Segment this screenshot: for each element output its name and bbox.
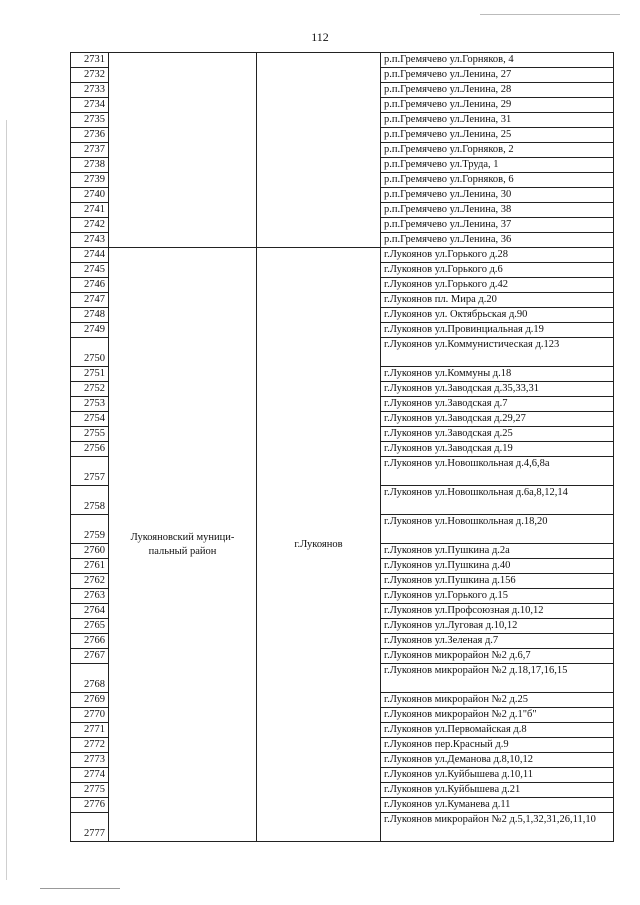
address-cell: г.Лукоянов ул.Куйбышева д.10,11	[381, 768, 614, 783]
address-cell: г.Лукоянов ул.Заводская д.7	[381, 397, 614, 412]
row-number: 2776	[71, 798, 109, 813]
address-cell: г.Лукоянов ул.Заводская д.29,27	[381, 412, 614, 427]
address-cell: г.Лукоянов ул.Новошкольная д.6а,8,12,14	[381, 486, 614, 515]
row-number: 2737	[71, 143, 109, 158]
city-cell	[257, 53, 381, 248]
row-number: 2766	[71, 634, 109, 649]
address-cell: р.п.Гремячево ул.Ленина, 31	[381, 113, 614, 128]
row-number: 2765	[71, 619, 109, 634]
row-number: 2743	[71, 233, 109, 248]
row-number: 2736	[71, 128, 109, 143]
address-cell: г.Лукоянов ул.Провинциальная д.19	[381, 323, 614, 338]
address-table-body	[71, 53, 614, 842]
row-number: 2742	[71, 218, 109, 233]
address-cell: г.Лукоянов микрорайон №2 д.18,17,16,15	[381, 664, 614, 693]
row-number: 2768	[71, 664, 109, 693]
address-cell: г.Лукоянов микрорайон №2 д.1"б"	[381, 708, 614, 723]
address-cell: г.Лукоянов ул.Пушкина д.156	[381, 574, 614, 589]
row-number: 2769	[71, 693, 109, 708]
address-cell: р.п.Гремячево ул.Ленина, 38	[381, 203, 614, 218]
row-number: 2751	[71, 367, 109, 382]
row-number: 2741	[71, 203, 109, 218]
row-number: 2748	[71, 308, 109, 323]
city-cell: г.Лукоянов	[257, 248, 381, 842]
address-cell: г.Лукоянов ул.Пушкина д.2а	[381, 544, 614, 559]
address-cell: г.Лукоянов ул. Октябрьская д.90	[381, 308, 614, 323]
row-number: 2756	[71, 442, 109, 457]
address-cell: г.Лукоянов ул.Луговая д.10,12	[381, 619, 614, 634]
row-number: 2745	[71, 263, 109, 278]
address-cell: г.Лукоянов ул.Горького д.28	[381, 248, 614, 263]
row-number: 2763	[71, 589, 109, 604]
row-number: 2739	[71, 173, 109, 188]
row-number: 2731	[71, 53, 109, 68]
address-cell: г.Лукоянов ул.Новошкольная д.4,6,8а	[381, 457, 614, 486]
row-number: 2760	[71, 544, 109, 559]
row-number: 2754	[71, 412, 109, 427]
address-cell: г.Лукоянов ул.Заводская д.19	[381, 442, 614, 457]
address-cell: р.п.Гремячево ул.Ленина, 25	[381, 128, 614, 143]
address-cell: р.п.Гремячево ул.Горняков, 2	[381, 143, 614, 158]
address-cell: р.п.Гремячево ул.Ленина, 37	[381, 218, 614, 233]
row-number: 2747	[71, 293, 109, 308]
district-cell	[109, 248, 257, 842]
scan-line-top	[480, 14, 620, 15]
address-cell: г.Лукоянов ул.Зеленая д.7	[381, 634, 614, 649]
row-number: 2746	[71, 278, 109, 293]
address-cell: г.Лукоянов микрорайон №2 д.25	[381, 693, 614, 708]
address-cell: г.Лукоянов ул.Заводская д.35,33,31	[381, 382, 614, 397]
row-number: 2767	[71, 649, 109, 664]
row-number: 2752	[71, 382, 109, 397]
address-cell: г.Лукоянов ул.Куйбышева д.21	[381, 783, 614, 798]
address-cell: г.Лукоянов ул.Горького д.6	[381, 263, 614, 278]
row-number: 2757	[71, 457, 109, 486]
page-number: 112	[311, 30, 329, 44]
table-row	[71, 53, 614, 68]
row-number: 2732	[71, 68, 109, 83]
scan-margin-line	[6, 120, 7, 880]
address-cell: г.Лукоянов ул.Коммунистическая д.123	[381, 338, 614, 367]
address-cell: г.Лукоянов ул.Новошкольная д.18,20	[381, 515, 614, 544]
row-number: 2764	[71, 604, 109, 619]
address-cell: г.Лукоянов ул.Деманова д.8,10,12	[381, 753, 614, 768]
district-name: Лукояновский муници-пальный район	[130, 531, 235, 557]
address-cell: р.п.Гремячево ул.Ленина, 28	[381, 83, 614, 98]
row-number: 2733	[71, 83, 109, 98]
scan-line-bottom	[40, 888, 120, 889]
address-table	[70, 52, 614, 842]
address-cell: р.п.Гремячево ул.Ленина, 36	[381, 233, 614, 248]
row-number: 2759	[71, 515, 109, 544]
address-cell: г.Лукоянов ул.Горького д.42	[381, 278, 614, 293]
row-number: 2762	[71, 574, 109, 589]
row-number: 2758	[71, 486, 109, 515]
row-number: 2749	[71, 323, 109, 338]
row-number: 2734	[71, 98, 109, 113]
address-cell: г.Лукоянов ул.Коммуны д.18	[381, 367, 614, 382]
row-number: 2761	[71, 559, 109, 574]
address-cell: г.Лукоянов ул.Пушкина д.40	[381, 559, 614, 574]
address-cell: г.Лукоянов ул.Горького д.15	[381, 589, 614, 604]
row-number: 2770	[71, 708, 109, 723]
row-number: 2755	[71, 427, 109, 442]
district-cell	[109, 53, 257, 248]
address-cell: р.п.Гремячево ул.Ленина, 30	[381, 188, 614, 203]
row-number: 2738	[71, 158, 109, 173]
address-cell: г.Лукоянов ул.Куманева д.11	[381, 798, 614, 813]
address-cell: р.п.Гремячево ул.Горняков, 4	[381, 53, 614, 68]
row-number: 2773	[71, 753, 109, 768]
row-number: 2740	[71, 188, 109, 203]
address-cell: г.Лукоянов ул.Профсоюзная д.10,12	[381, 604, 614, 619]
address-cell: р.п.Гремячево ул.Ленина, 27	[381, 68, 614, 83]
address-cell: г.Лукоянов ул.Первомайская д.8	[381, 723, 614, 738]
row-number: 2753	[71, 397, 109, 412]
row-number: 2744	[71, 248, 109, 263]
row-number: 2750	[71, 338, 109, 367]
row-number: 2772	[71, 738, 109, 753]
address-cell: р.п.Гремячево ул.Горняков, 6	[381, 173, 614, 188]
row-number: 2777	[71, 813, 109, 842]
row-number: 2774	[71, 768, 109, 783]
row-number: 2771	[71, 723, 109, 738]
address-cell: г.Лукоянов пл. Мира д.20	[381, 293, 614, 308]
address-cell: г.Лукоянов пер.Красный д.9	[381, 738, 614, 753]
row-number: 2735	[71, 113, 109, 128]
table-row	[71, 248, 614, 263]
address-cell: р.п.Гремячево ул.Труда, 1	[381, 158, 614, 173]
address-cell: г.Лукоянов микрорайон №2 д.6,7	[381, 649, 614, 664]
row-number: 2775	[71, 783, 109, 798]
address-cell: г.Лукоянов ул.Заводская д.25	[381, 427, 614, 442]
address-cell: г.Лукоянов микрорайон №2 д.5,1,32,31,26,11,10	[381, 813, 614, 842]
address-cell: р.п.Гремячево ул.Ленина, 29	[381, 98, 614, 113]
